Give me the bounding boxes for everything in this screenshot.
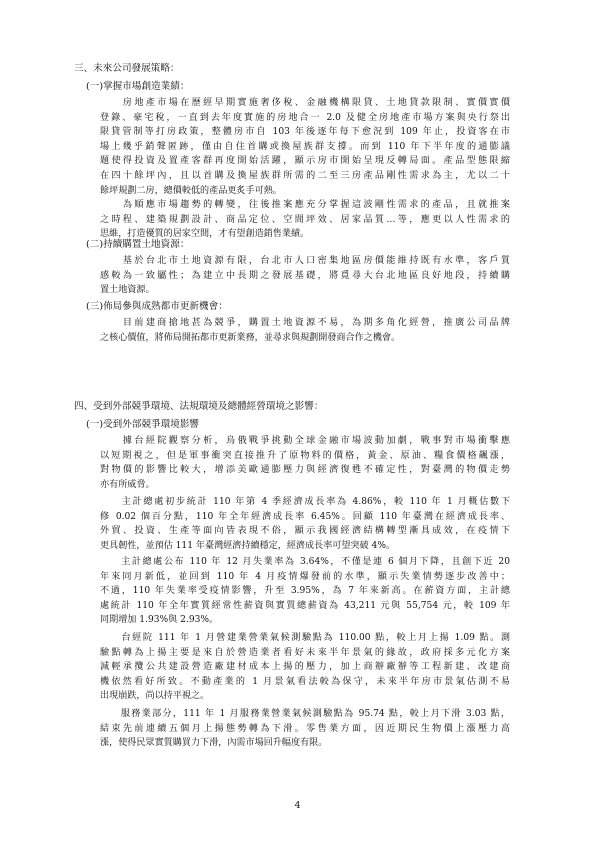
text-line: 修 0.02 個百分點，110 年全年經濟成長率 6.45%。回顧 110 年臺灣在經濟成長率、: [100, 511, 510, 522]
section-4-1-paragraph-5: [100, 707, 510, 751]
text-line: 驗點轉為上揚主要是來自於營造業者看好未來半年景氣的緣故，政府採多元化方案: [100, 647, 510, 658]
text-line: 處統計 110 年全年實質經常性薪資與實質總薪資為 43,211 元與 55,754 元，較 109 年: [100, 600, 510, 611]
section-3-title: 三、未來公司發展策略：: [74, 63, 180, 74]
text-line: 感較為一致屬性；為建立中長期之發展基礎，將覓尋大台北地區良好地段，持續購: [100, 270, 510, 281]
section-4-1-title: (一)受到外部競爭環境影響: [86, 419, 200, 430]
text-line: 思維，打造優質的居家空間，才有望創造銷售業績。: [100, 229, 310, 240]
section-4-1-paragraph-3: [100, 555, 510, 628]
text-line: 餘坪規劃二房，總價較低的產品更炙手可熱。: [100, 185, 282, 196]
text-line: 在四十餘坪內，且以首購及換屋族群所需的二至三房產品剛性需求為主，尤以二十: [100, 170, 510, 181]
text-line: 主計總處公布 110 年 12 月失業率為 3.64%，不僅是連 6 個月下降，且創下近 20: [100, 557, 510, 567]
text-line: 機依然看好所致。不動產業的 1 月景氣看法較為保守，未來半年房市景氣估測不易: [100, 676, 510, 687]
text-line: 之時程、建築規劃設計、商品定位、空間坪效、居家品質…等，應更以人性需求的: [100, 214, 510, 225]
section-3-2-paragraph-1: [100, 254, 510, 298]
text-line: 主計總處初步統計 110 年第 4 季經濟成長率為 4.86%，較 110 年 1 月概估數下: [100, 497, 510, 507]
text-line: 減輕承攬公共建設營造廠建材成本上揚的壓力，加上商辦廠辦等工程新建、改建商: [100, 662, 510, 673]
text-line: 出現崩跌，尚以持平視之。: [100, 691, 210, 702]
text-line: 置土地資源。: [100, 285, 155, 296]
text-line: 對物價的影響比較大，增添美歐通膨壓力與經濟復甦不確定性，對臺灣的物價走勢: [100, 465, 510, 476]
page-number: 4: [294, 800, 301, 811]
text-line: 服務業部分，111 年 1 月服務業營業氣候測驗點為 95.74 點，較上月下滑 3.03 點，: [100, 709, 510, 719]
text-line: 同期增加 1.93%與 2.93%。: [100, 615, 219, 626]
text-line: 場上幾乎銷聲匿跡，僅由自住首購或換屋族群支撐。而到 110 年下半年度的通膨議: [100, 141, 510, 152]
section-3-1-paragraph-2: [100, 198, 510, 242]
text-line: 以短期視之，但是軍事衝突直接推升了原物料的價格，黃金、原油、糧食價格飆漲，: [100, 450, 510, 461]
text-line: 目前建商搶地甚為競爭，購置土地資源不易，為期多角化經營，推廣公司品牌: [100, 318, 510, 328]
text-line: 不過，110 年失業率受疫情影響，升至 3.95%，為 7 年來新高。在薪資方面，主計總: [100, 586, 510, 597]
text-line: 限貸管制等打房政策，整體房市自 103 年後逐年每下愈況到 109 年止，投資客在市: [100, 127, 510, 138]
section-3-3-paragraph-1: [100, 316, 510, 345]
text-line: 登錄、豪宅稅，一直到去年度實施的房地合一 2.0 及健全房地產市場方案與央行祭出: [100, 112, 510, 123]
text-line: 結束先前連續五個月上揚態勢轉為下滑。零售業方面，因近期民生物價上漲壓力高: [100, 723, 510, 734]
section-3-2-title: (二)持續購置土地資源：: [86, 239, 190, 250]
text-line: 亦有所威脅。: [100, 479, 155, 490]
text-line: 外貿、投資、生產等面向皆表現不俗，顯示我國經濟結構轉型漸具成效，在疫情下: [100, 526, 510, 537]
text-line: 台經院 111 年 1 月營建業營業氣候測驗點為 110.00 點，較上月上揚 1.09 點。測: [100, 633, 510, 643]
text-line: 漲，使得民眾實質購買力下滑，內需市場回升幅度有限。: [100, 738, 328, 749]
section-3-1-paragraph-1: [100, 96, 510, 198]
section-4-1-paragraph-1: [100, 434, 510, 492]
section-3-3-title: (三)佈局參與成熟都市更新機會：: [86, 301, 228, 312]
text-line: 年來同月新低，並回到 110 年 4 月疫情爆發前的水準，顯示失業情勢逐步改善中；: [100, 571, 510, 582]
section-3-1-title: (一)掌握市場創造業績：: [86, 81, 190, 92]
text-line: 題使得投資及置產客群再度開始活躍，顯示房市開始呈現反轉局面。產品型態限縮: [100, 156, 510, 167]
text-line: 為順應市場趨勢的轉變，往後推案應充分掌握這波剛性需求的產品，且就推案: [100, 200, 510, 210]
section-4-title: 四、受到外部競爭環境、法規環境及總體經營環境之影響：: [74, 401, 324, 412]
text-line: 據台經院觀察分析，烏俄戰爭挑動全球金融市場波動加劇，戰事對市場衝擊應: [100, 436, 510, 446]
section-4-1-paragraph-4: [100, 631, 510, 704]
text-line: 基於台北市土地資源有限，台北市人口密集地區房價能維持既有水準，客戶質: [100, 256, 510, 266]
text-line: 更具韌性，並預估 111 年臺灣經濟持續穩定，經濟成長率可望突破 4%。: [100, 540, 396, 551]
text-line: 房地產市場在歷經早期實施奢侈稅、金融機構限貸、土地貸款限制、實價實價: [100, 98, 510, 108]
text-line: 之核心價值，將佈局開拓都市更新業務，並尋求與規劃開發商合作之機會。: [100, 332, 401, 343]
section-4-1-paragraph-2: [100, 495, 510, 553]
